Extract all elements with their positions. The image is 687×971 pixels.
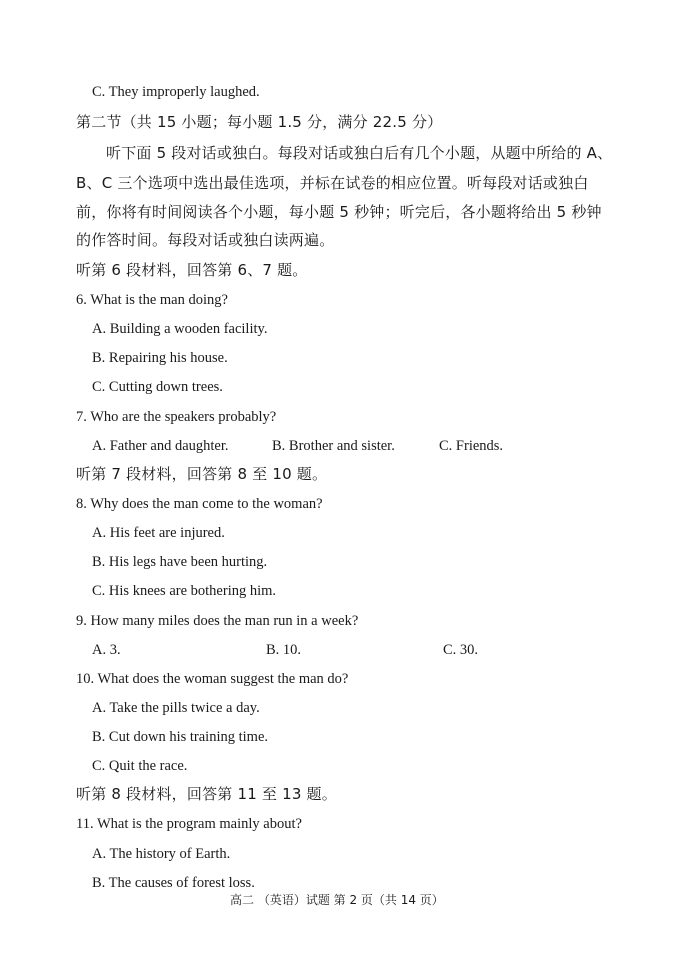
instructions-line-2: B、C 三个选项中选出最佳选项，并标在试卷的相应位置。听每段对话或独白 bbox=[76, 174, 589, 192]
instructions-line-3: 前，你将有时间阅读各个小题，每小题 5 秒钟；听完后，各小题将给出 5 秒钟 bbox=[76, 203, 602, 221]
q10-option-c: C. Quit the race. bbox=[92, 758, 188, 774]
material-6-heading: 听第 6 段材料，回答第 6、7 题。 bbox=[76, 261, 308, 279]
q10-option-b: B. Cut down his training time. bbox=[92, 729, 269, 745]
q6-question: 6. What is the man doing? bbox=[76, 292, 228, 308]
q11-question: 11. What is the program mainly about? bbox=[76, 816, 302, 832]
q9-option-b: B. 10. bbox=[266, 642, 302, 658]
q6-option-b: B. Repairing his house. bbox=[92, 350, 228, 366]
q9-option-a: A. 3. bbox=[92, 642, 121, 658]
q8-option-c: C. His knees are bothering him. bbox=[92, 583, 277, 599]
q9-option-c: C. 30. bbox=[443, 642, 479, 658]
page-footer: 高二 （英语）试题 第 2 页（共 14 页） bbox=[230, 893, 444, 907]
q10-option-a: A. Take the pills twice a day. bbox=[92, 700, 260, 716]
q5-option-c: C. They improperly laughed. bbox=[92, 84, 260, 100]
q10-question: 10. What does the woman suggest the man do? bbox=[76, 671, 349, 687]
material-7-heading: 听第 7 段材料，回答第 8 至 10 题。 bbox=[76, 465, 328, 483]
q9-question: 9. How many miles does the man run in a week? bbox=[76, 613, 359, 629]
material-8-heading: 听第 8 段材料，回答第 11 至 13 题。 bbox=[76, 785, 337, 803]
q6-option-a: A. Building a wooden facility. bbox=[92, 321, 268, 337]
q8-option-b: B. His legs have been hurting. bbox=[92, 554, 268, 570]
q11-option-b: B. The causes of forest loss. bbox=[92, 875, 255, 891]
q6-option-c: C. Cutting down trees. bbox=[92, 379, 223, 395]
instructions-line-1: 听下面 5 段对话或独白。每段对话或独白后有几个小题，从题中所给的 A、 bbox=[106, 144, 613, 162]
q11-option-a: A. The history of Earth. bbox=[92, 846, 231, 862]
instructions-line-4: 的作答时间。每段对话或独白读两遍。 bbox=[76, 231, 335, 249]
q8-option-a: A. His feet are injured. bbox=[92, 525, 225, 541]
q7-option-c: C. Friends. bbox=[439, 438, 504, 454]
q7-question: 7. Who are the speakers probably? bbox=[76, 409, 277, 425]
section-title: 第二节（共 15 小题；每小题 1.5 分，满分 22.5 分） bbox=[76, 113, 443, 131]
q7-option-b: B. Brother and sister. bbox=[272, 438, 395, 454]
q7-option-a: A. Father and daughter. bbox=[92, 438, 229, 454]
q8-question: 8. Why does the man come to the woman? bbox=[76, 496, 323, 512]
